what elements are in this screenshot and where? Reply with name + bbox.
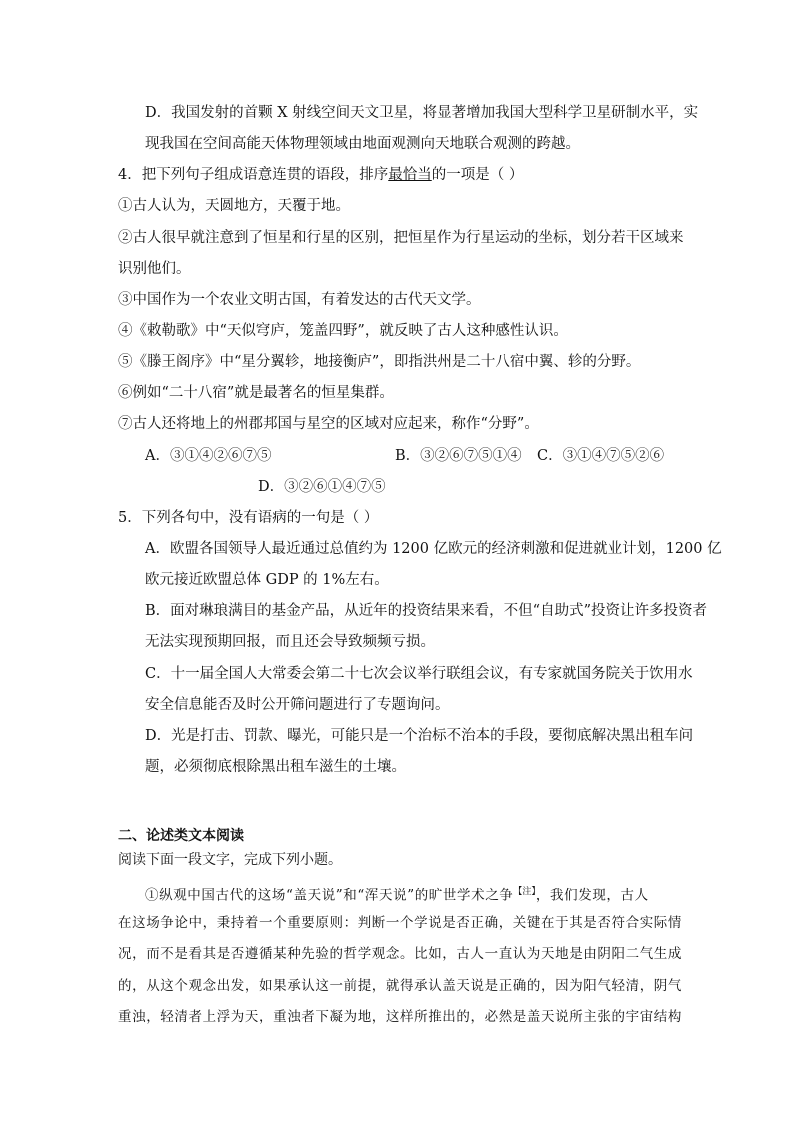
q5-option-d-line2: 题，必须彻底根除黑出租车滋生的土壤。 [145, 759, 406, 775]
q3-option-d-line1: D．我国发射的首颗 X 射线空间天文卫星，将显著增加我国大型科学卫星研制水平，实 [145, 105, 699, 121]
q4-sentence-4: ④《敕勒歌》中“天似穹庐，笼盖四野”，就反映了古人这种感性认识。 [118, 323, 568, 339]
q4-sentence-2-line1: ②古人很早就注意到了恒星和行星的区别，把恒星作为行星运动的坐标，划分若干区域来 [118, 230, 684, 246]
q4-sentence-6: ⑥例如“二十八宿”就是最著名的恒星集群。 [118, 385, 394, 401]
q5-option-c-line2: 安全信息能否及时公开筛问题进行了专题询问。 [145, 697, 450, 713]
q4-option-c: C．③①④⑦⑤②⑥ [537, 448, 665, 464]
passage-line-5: 重浊，轻清者上浮为天，重浊者下凝为地，这样所推出的，必然是盖天说所主张的宇宙结构 [118, 1009, 682, 1025]
q4-option-b: B．③②⑥⑦⑤①④ [395, 448, 522, 464]
q5-option-c-line1: C．十一届全国人大常委会第二十七次会议举行联组会议，有专家就国务院关于饮用水 [145, 666, 693, 682]
passage-line-1-post: ，我们发现，古人 [535, 887, 649, 904]
passage-line-1-pre: ①纵观中国古代的这场“盖天说”和“浑天说”的旷世学术之争 [145, 887, 514, 904]
section-heading: 二、论述类文本阅读 [118, 828, 244, 844]
passage-line-3: 况，而不是看其是否遵循某种先验的哲学观念。比如，古人一直认为天地是由阴阳二气生成 [118, 946, 682, 962]
passage-line-2: 在这场争论中，秉持着一个重要原则：判断一个学说是否正确，关键在于其是否符合实际情 [118, 915, 682, 931]
q5-stem: 5．下列各句中，没有语病的一句是（ ） [118, 510, 379, 526]
footnote-marker: 【注】 [513, 887, 536, 897]
q5-option-a-line1: A．欧盟各国领导人最近通过总值约为 1200 亿欧元的经济刺激和促进就业计划，1200 亿 [145, 541, 722, 557]
q4-option-d: D．③②⑥①④⑦⑤ [258, 479, 386, 495]
passage-line-1 [145, 882, 649, 906]
q5-option-b-line1: B．面对琳琅满目的基金产品，从近年的投资结果来看，不但“自助式”投资让许多投资者 [145, 603, 707, 619]
q4-stem-pre: 4．把下列句子组成语意连贯的语段，排序 [118, 167, 389, 183]
q4-stem [118, 165, 523, 185]
q4-stem-post: 的一项是（ ） [431, 167, 524, 183]
q5-option-b-line2: 无法实现预期回报，而且还会导致频频亏损。 [145, 634, 435, 650]
q4-sentence-5: ⑤《滕王阁序》中“星分翼轸，地接衡庐”，即指洪州是二十八宿中翼、轸的分野。 [118, 354, 641, 370]
q5-option-d-line1: D．光是打击、罚款、曝光，可能只是一个治标不治本的手段，要彻底解决黑出租车问 [145, 728, 694, 744]
q4-sentence-3: ③中国作为一个农业文明古国，有着发达的古代天文学。 [118, 292, 481, 308]
q4-stem-underlined: 最恰当 [388, 167, 432, 183]
q4-sentence-7: ⑦古人还将地上的州郡邦国与星空的区域对应起来，称作“分野”。 [118, 416, 539, 432]
q5-option-a-line2: 欧元接近欧盟总体 GDP 的 1%左右。 [145, 572, 389, 588]
section-instruction: 阅读下面一段文字，完成下列小题。 [118, 852, 342, 868]
q4-option-a: A．③①④②⑥⑦⑤ [145, 448, 272, 464]
passage-line-4: 的，从这个观念出发，如果承认这一前提，就得承认盖天说是正确的，因为阳气轻清，阴气 [118, 978, 682, 994]
q4-sentence-1: ①古人认为，天圆地方，天覆于地。 [118, 198, 350, 214]
q3-option-d-line2: 现我国在空间高能天体物理领域由地面观测向天地联合观测的跨越。 [145, 136, 580, 152]
q4-sentence-2-line2: 识别他们。 [118, 261, 191, 277]
